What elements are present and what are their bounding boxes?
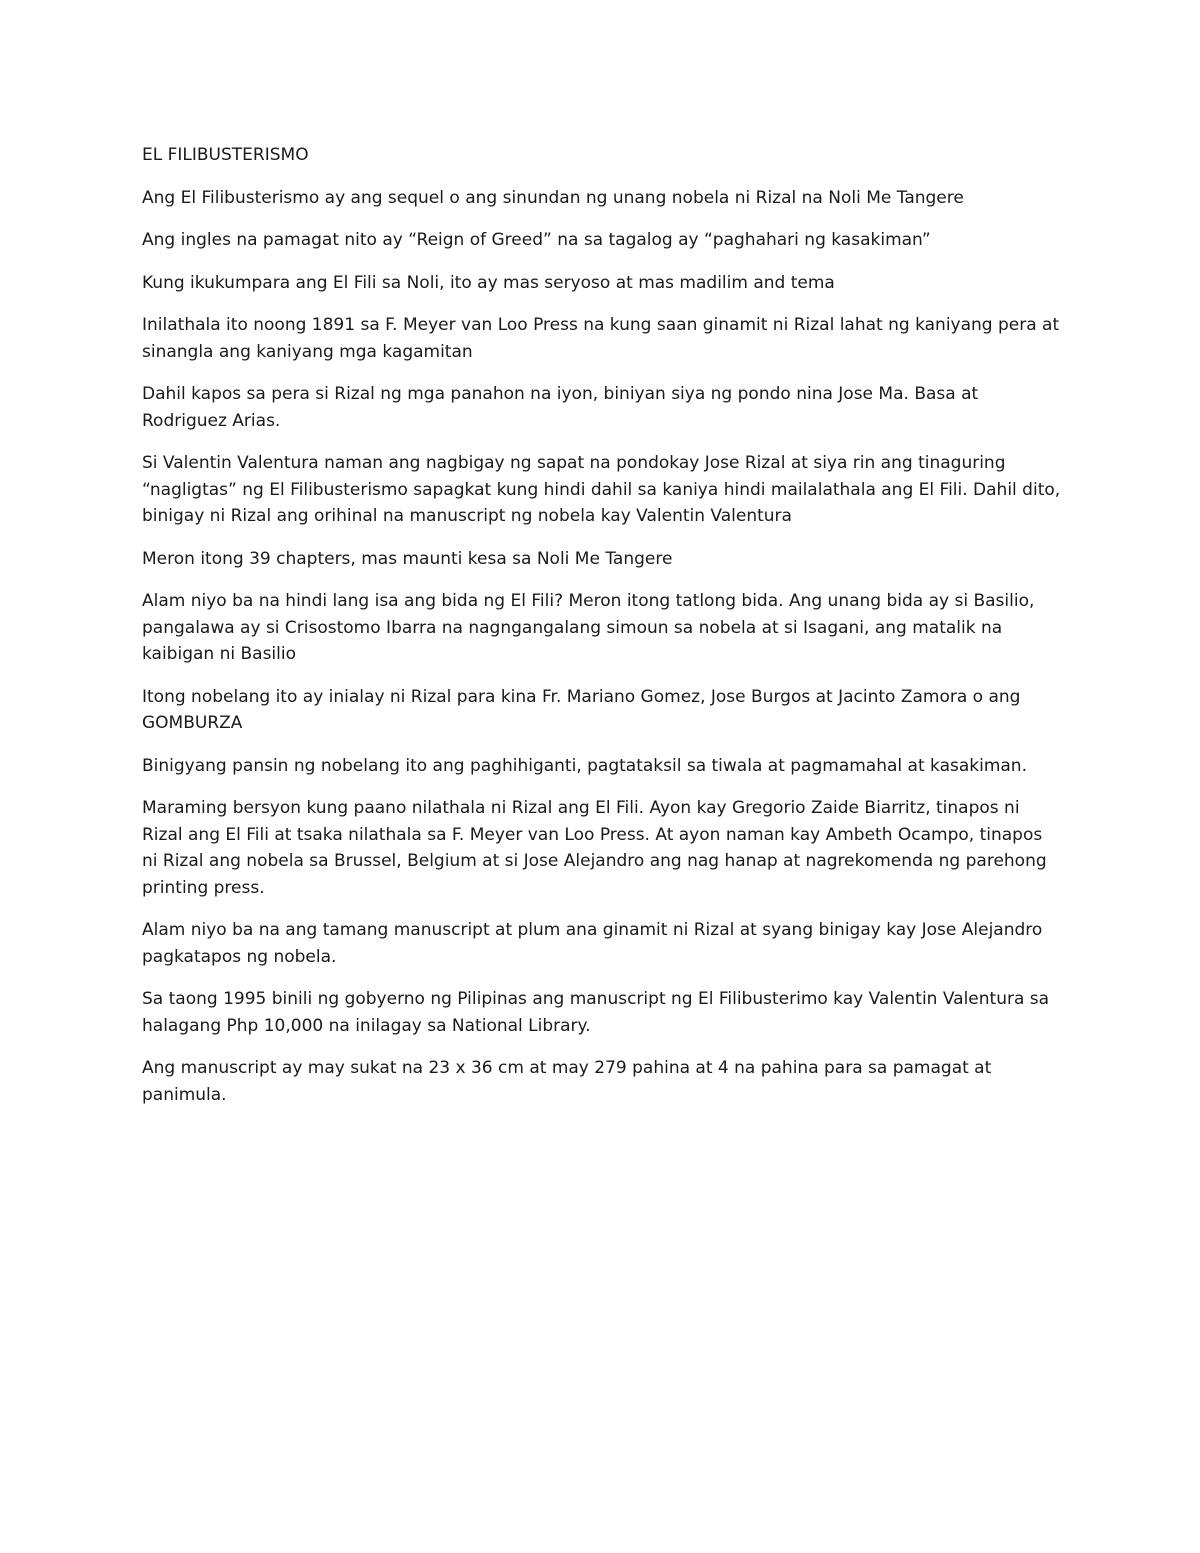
paragraph: Ang El Filibusterismo ay ang sequel o ang sinundan ng unang nobela ni Rizal na Noli Me Tangere bbox=[142, 187, 964, 208]
paragraph: Maraming bersyon kung paano nilathala ni Rizal ang El Fili. Ayon kay Gregorio Zaide Biarritz, tinapos ni Rizal ang El Fili at tsaka nilathala sa F. Meyer van Loo Press. At ayon naman kay Ambeth Ocampo, tinapos ni Rizal ang nobela sa Brussel, Belgium at si Jose Alejandro ang nag hanap at nagrekomenda ng parehong printing press. bbox=[142, 798, 1047, 898]
document-title: EL FILIBUSTERISMO bbox=[142, 145, 309, 165]
paragraph: Sa taong 1995 binili ng gobyerno ng Pilipinas ang manuscript ng El Filibusterimo kay Valentin Valentura sa halagang Php 10,000 na inilagay sa National Library. bbox=[142, 989, 1050, 1036]
paragraph: Alam niyo ba na hindi lang isa ang bida ng El Fili? Meron itong tatlong bida. Ang unang bida ay si Basilio, pangalawa ay si Crisostomo Ibarra na nagngangalang simoun sa nobela at si Isagani, ang matalik na kaibigan ni Basilio bbox=[142, 591, 1035, 664]
paragraph: Itong nobelang ito ay inialay ni Rizal para kina Fr. Mariano Gomez, Jose Burgos at Jacinto Zamora o ang GOMBURZA bbox=[142, 686, 1021, 733]
paragraph: Kung ikukumpara ang El Fili sa Noli, ito ay mas seryoso at mas madilim and tema bbox=[142, 272, 835, 293]
document-body bbox=[142, 142, 1062, 1124]
paragraph: Dahil kapos sa pera si Rizal ng mga panahon na iyon, biniyan siya ng pondo nina Jose Ma. Basa at Rodriguez Arias. bbox=[142, 384, 979, 431]
paragraph: Meron itong 39 chapters, mas maunti kesa sa Noli Me Tangere bbox=[142, 548, 673, 569]
paragraph: Inilathala ito noong 1891 sa F. Meyer van Loo Press na kung saan ginamit ni Rizal lahat ng kaniyang pera at sinangla ang kaniyang mga kagamitan bbox=[142, 315, 1060, 362]
paragraph: Ang ingles na pamagat nito ay “Reign of Greed” na sa tagalog ay “paghahari ng kasakiman” bbox=[142, 230, 931, 250]
paragraph: Binigyang pansin ng nobelang ito ang paghihiganti, pagtataksil sa tiwala at pagmamahal at kasakiman. bbox=[142, 755, 1027, 776]
paragraph: Ang manuscript ay may sukat na 23 x 36 cm at may 279 pahina at 4 na pahina para sa pamagat at panimula. bbox=[142, 1058, 992, 1105]
paragraph: Si Valentin Valentura naman ang nagbigay ng sapat na pondokay Jose Rizal at siya rin ang tinaguring “nagligtas” ng El Filibusterismo sapagkat kung hindi dahil sa kaniya hindi mailalathala ang El Fili. Dahil dito, binigay ni Rizal ang orihinal na manuscript ng nobela kay Valentin Valentura bbox=[142, 453, 1061, 526]
paragraph: Alam niyo ba na ang tamang manuscript at plum ana ginamit ni Rizal at syang binigay kay Jose Alejandro pagkatapos ng nobela. bbox=[142, 920, 1043, 967]
